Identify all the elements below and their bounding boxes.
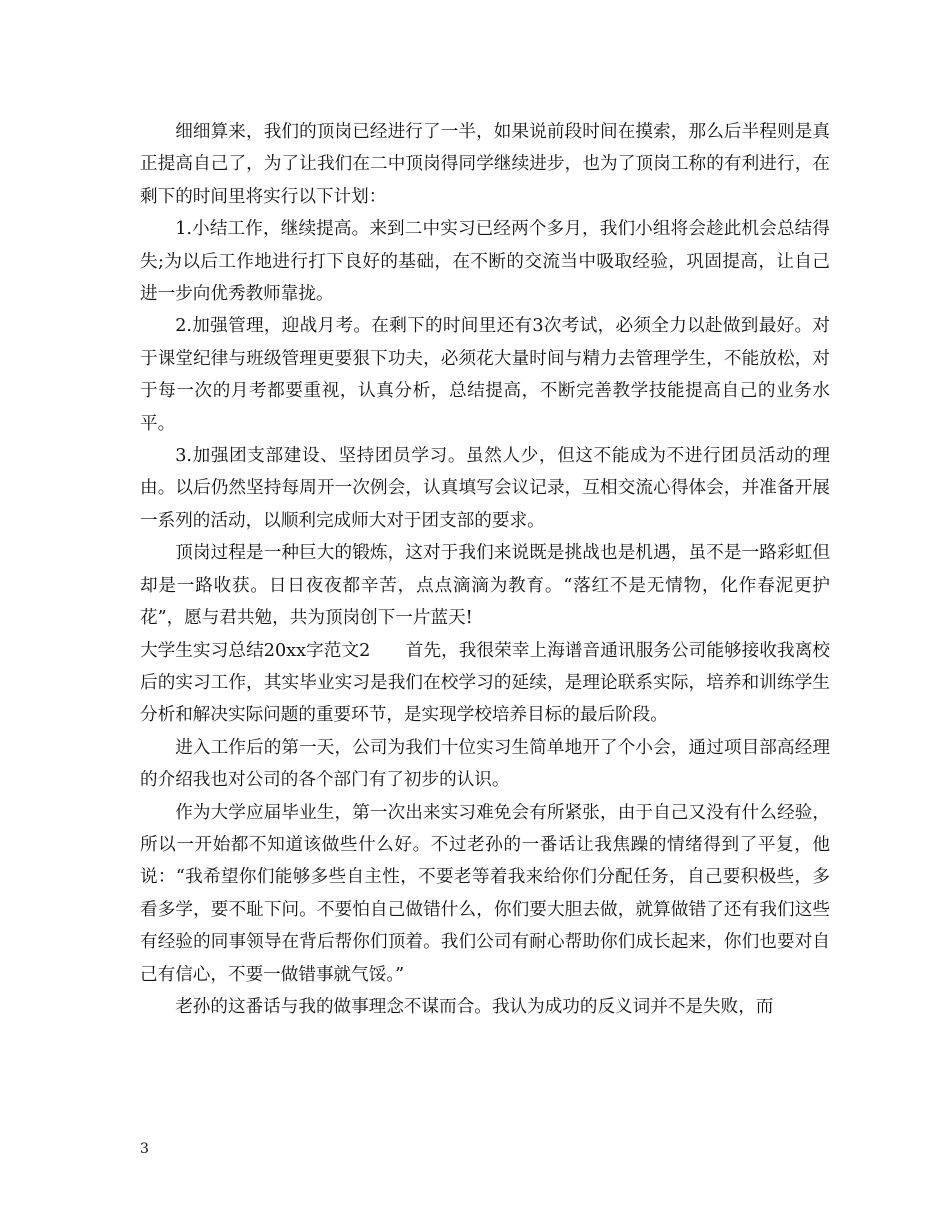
paragraph-plan-intro: 细细算来，我们的顶岗已经进行了一半，如果说前段时间在摸索，那么后半程则是真正提高自己了，为了让我们在二中顶岗得同学继续进步，也为了顶岗工称的有利进行，在剩下的时间里将实行以下计划： — [140, 122, 830, 207]
paragraph-plan-item-1: 1.小结工作，继续提高。来到二中实习已经两个多月，我们小组将会趁此机会总结得失;为以后工作地进行打下良好的基础，在不断的交流当中吸取经验，巩固提高，让自己进一步向优秀教师靠拢。 — [140, 219, 830, 305]
document-body — [140, 116, 830, 1023]
paragraph-conclusion: 顶岗过程是一种巨大的锻炼，这对于我们来说既是挑战也是机遇，虽不是一路彩虹但却是一路收获。日日夜夜都辛苦，点点滴滴为教育。“落红不是无情物，化作春泥更护花”，愿与君共勉，共为顶岗创下一片蓝天! — [140, 543, 830, 629]
paragraph-first-day: 进入工作后的第一天，公司为我们十位实习生简单地开了个小会，通过项目部高经理的介绍我也对公司的各个部门有了初步的认识。 — [140, 737, 830, 791]
page-number: 3 — [140, 1141, 149, 1157]
paragraph-plan-item-3: 3.加强团支部建设、坚持团员学习。虽然人少，但这不能成为不进行团员活动的理由。以后仍然坚持每周开一次例会，认真填写会议记录，互相交流心得体会，并准备开展一系列的活动，以顺利完成师大对于团支部的要求。 — [140, 446, 830, 531]
paragraph-philosophy: 老孙的这番话与我的做事理念不谋而合。我认为成功的反义词并不是失败，而 — [175, 996, 774, 1017]
paragraph-essay-2-heading: 大学生实习总结20xx字范文2 首先，我很荣幸上海谱音通讯服务公司能够接收我离校后的实习工作，其实毕业实习是我们在校学习的延续，是理论联系实际，培养和训练学生分析和解决实际问题的重要环节，是实现学校培养目标的最后阶段。 — [140, 640, 830, 726]
paragraph-plan-item-2: 2.加强管理，迎战月考。在剩下的时间里还有3次考试，必须全力以赴做到最好。对于课堂纪律与班级管理更要狠下功夫，必须花大量时间与精力去管理学生，不能放松，对于每一次的月考都要重视，认真分析，总结提高，不断完善教学技能提高自己的业务水平。 — [140, 316, 830, 434]
paragraph-advice: 作为大学应届毕业生，第一次出来实习难免会有所紧张，由于自己又没有什么经验，所以一开始都不知道该做些什么好。不过老孙的一番话让我焦躁的情绪得到了平复，他说：“我希望你们能够多些自主性，不要老等着我来给你们分配任务，自己要积极些，多看多学，要不耻下问。不要怕自己做错什么，你们要大胆去做，就算做错了还有我们这些有经验的同事领导在背后帮你们顶着。我们公司有耐心帮助你们成长起来，你们也要对自己有信心，不要一做错事就气馁。” — [140, 802, 830, 985]
